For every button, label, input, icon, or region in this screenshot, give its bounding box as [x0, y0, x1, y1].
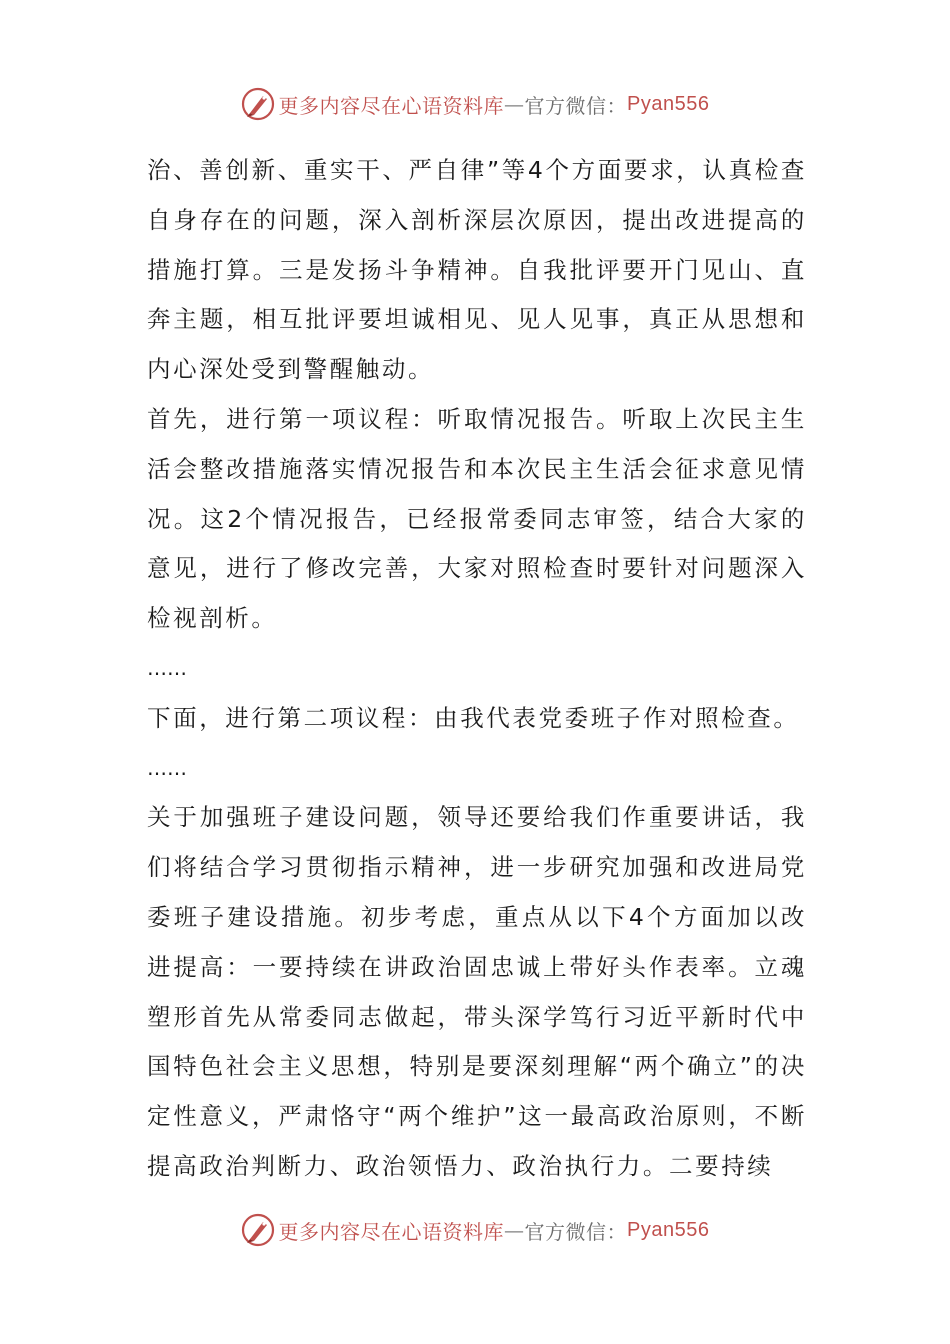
paragraph-2: 首先，进行第一项议程：听取情况报告。听取上次民主生活会整改措施落实情况报告和本次民主生活会征求意见情况。这2个情况报告，已经报常委同志审签，结合大家的意见，进行了修改完善，大家对照检查时要针对问题深入检视剖析。 — [147, 404, 807, 633]
document-body — [147, 146, 807, 1192]
banner-brand-text: 更多内容尽在心语资料库 — [278, 93, 505, 118]
banner-wechat-label: 官方微信： — [524, 93, 628, 118]
banner-wechat-handle: Pyan556 — [627, 1218, 710, 1241]
banner-dash: — — [504, 1218, 525, 1242]
banner-wechat-label: 官方微信： — [524, 1219, 628, 1244]
header-watermark-banner — [0, 84, 950, 124]
footer-watermark-banner — [0, 1210, 950, 1250]
ellipsis-2: …… — [147, 755, 187, 780]
banner-brand-text: 更多内容尽在心语资料库 — [278, 1219, 505, 1244]
paragraph-3: 下面，进行第二项议程：由我代表党委班子作对照检查。 — [147, 703, 800, 732]
pen-nib-logo-icon — [241, 87, 275, 121]
banner-wechat-handle: Pyan556 — [627, 92, 710, 115]
paragraph-4: 关于加强班子建设问题，领导还要给我们作重要讲话，我们将结合学习贯彻指示精神，进一步研究加强和改进局党委班子建设措施。初步考虑，重点从以下4个方面加以改进提高：一要持续在讲政治固忠诚上带好头作表率。立魂塑形首先从常委同志做起，带头深学笃行习近平新时代中国特色社会主义思想，特别是要深刻理解“两个确立”的决定性意义，严肃恪守“两个维护”这一最高政治原则，不断提高政治判断力、政治领悟力、政治执行力。二要持续 — [147, 803, 807, 1180]
banner-dash: — — [504, 92, 525, 116]
ellipsis-1: …… — [147, 655, 187, 680]
paragraph-1: 治、善创新、重实干、严自律”等4个方面要求，认真检查自身存在的问题，深入剖析深层次原因，提出改进提高的措施打算。三是发扬斗争精神。自我批评要开门见山、直奔主题，相互批评要坦诚相见、见人见事，真正从思想和内心深处受到警醒触动。 — [147, 156, 807, 384]
pen-nib-logo-icon — [241, 1213, 275, 1247]
